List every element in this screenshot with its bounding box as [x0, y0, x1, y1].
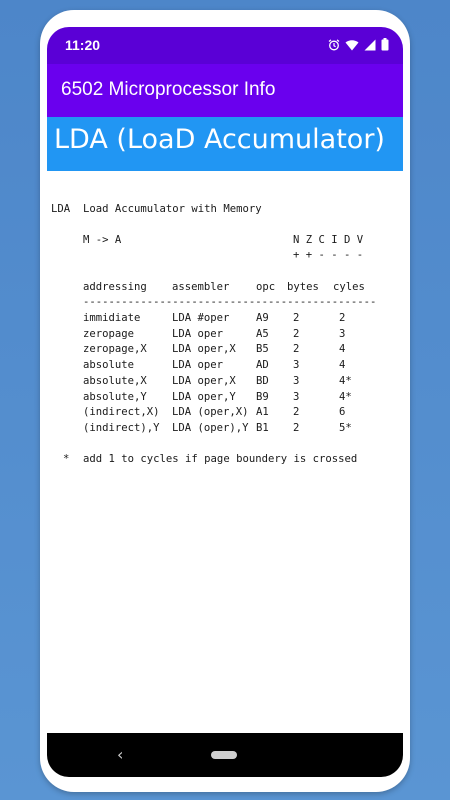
back-icon[interactable]: ‹ [117, 745, 124, 764]
assembler-cell: LDA oper,X [172, 343, 236, 356]
instruction-banner [47, 117, 403, 171]
app-bar [47, 64, 403, 117]
signal-icon [364, 39, 376, 51]
opcode-cell: A5 [256, 327, 269, 340]
mnemonic: LDA [51, 203, 71, 215]
operation: M -> A [83, 234, 122, 246]
flags-values: + + - - - - [293, 249, 364, 261]
addressing-cell: (indirect,X) [83, 406, 160, 419]
navigation-bar [47, 733, 403, 777]
bytes-cell: 3 [293, 390, 300, 403]
opcode-cell: B5 [256, 343, 269, 356]
assembler-cell: LDA oper [172, 327, 224, 340]
cycles-cell: 4* [339, 374, 352, 387]
phone-frame [40, 10, 410, 792]
bytes-cell: 2 [293, 343, 300, 356]
status-icons [328, 38, 389, 51]
alarm-icon [328, 39, 340, 51]
status-time: 11:20 [65, 37, 101, 53]
cycles-cell: 5* [339, 421, 352, 434]
flags-header: N Z C I D V [293, 234, 364, 246]
phone-screen [47, 27, 403, 777]
header-opc: opc [256, 281, 276, 293]
instruction-title: LDA (LoaD Accumulator) [54, 124, 385, 155]
opcode-cell: A9 [256, 312, 269, 324]
addressing-cell: (indirect),Y [83, 421, 160, 434]
wifi-icon [345, 39, 359, 51]
header-addressing: addressing [83, 281, 147, 293]
assembler-cell: LDA (oper),Y [172, 421, 249, 434]
opcode-cell: AD [256, 359, 269, 372]
bytes-cell: 2 [293, 327, 300, 340]
description: Load Accumulator with Memory [83, 203, 262, 215]
addressing-cell: absolute,X [83, 374, 147, 387]
cycles-cell: 2 [339, 312, 346, 324]
bytes-cell: 2 [293, 312, 300, 324]
bytes-cell: 3 [293, 374, 300, 387]
assembler-cell: LDA oper,Y [172, 390, 236, 403]
instruction-content [47, 171, 403, 733]
opcode-cell: B1 [256, 421, 269, 434]
footnote-marker: * [63, 453, 70, 465]
footnote: add 1 to cycles if page boundery is crossed [83, 453, 358, 465]
addressing-cell: absolute,Y [83, 390, 147, 403]
app-title: 6502 Microprocessor Info [61, 79, 276, 100]
opcode-cell: B9 [256, 390, 269, 403]
cycles-cell: 3 [339, 327, 346, 340]
cycles-cell: 4 [339, 343, 346, 356]
addressing-cell: immidiate [83, 312, 141, 324]
bytes-cell: 3 [293, 359, 300, 372]
bytes-cell: 2 [293, 421, 300, 434]
assembler-cell: LDA #oper [172, 312, 230, 324]
cycles-cell: 4* [339, 390, 352, 403]
assembler-cell: LDA oper [172, 359, 224, 372]
header-cycles: cyles [333, 281, 365, 293]
bytes-cell: 2 [293, 406, 300, 419]
addressing-cell: absolute [83, 359, 135, 372]
cycles-cell: 6 [339, 406, 346, 419]
opcode-cell: A1 [256, 406, 269, 419]
battery-icon [381, 38, 389, 51]
header-assembler: assembler [172, 281, 230, 293]
header-bytes: bytes [287, 281, 319, 293]
assembler-cell: LDA (oper,X) [172, 406, 249, 419]
cycles-cell: 4 [339, 359, 346, 372]
assembler-cell: LDA oper,X [172, 374, 236, 387]
status-bar [47, 27, 403, 64]
addressing-cell: zeropage,X [83, 343, 147, 356]
home-pill-icon[interactable] [211, 751, 237, 759]
table-separator: ---------------------------------------------- [83, 296, 377, 308]
addressing-cell: zeropage [83, 327, 135, 340]
opcode-cell: BD [256, 374, 269, 387]
